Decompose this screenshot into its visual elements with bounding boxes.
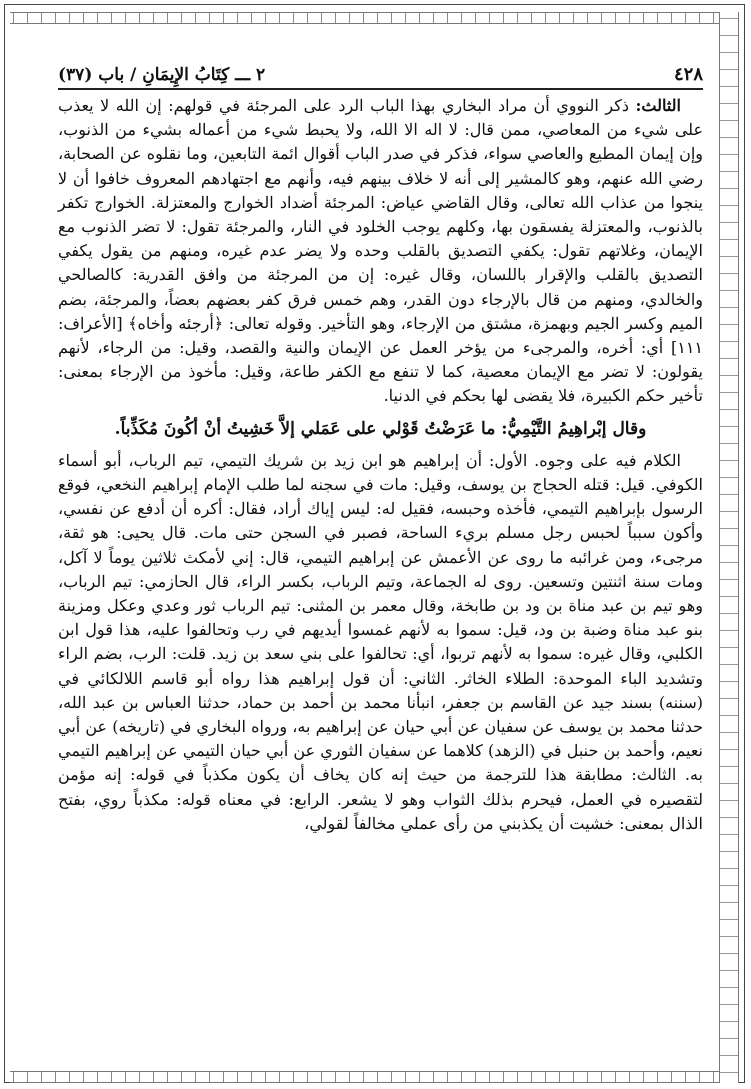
paragraph-commentary [58,449,703,836]
bottom-ornament-border [10,1071,721,1083]
running-title: ٢ ـــ كِتَابُ الإِيمَانِ / باب (٣٧) [58,65,266,85]
page-number: ٤٢٨ [673,64,703,85]
quoted-saying [58,417,703,441]
paragraph-third [58,94,703,409]
page-body [58,94,703,836]
paragraph-text: ذكر النووي أن مراد البخاري بهذا الباب الرد على المرجئة في قولهم: إن الله لا يعذب على شيء من المعاصي، ممن قال: لا اله الا الله، ولا يحبط شيء من أعماله بشيء من الذنوب، وإن إيمان المطيع والعاصي سواء، فذكر في صدر الباب أقوال ائمة التابعين، وما نقلوه عن الصحابة، رضي الله عنهم، وهو كالمشير إلى أنه لا خلاف بينهم فيه، وأنهم مع اجتهادهم المعروف خافوا أن لا ينجوا من عذاب الله تعالى، وقال القاضي عياض: المرجئة أضداد الخوارج والمعتزلة. الخوارج تكفر بالذنوب، والمعتزلة يفسقون بها، وكلهم يوجب الخلود في النار، والمرجئة تقول: لا تضر الذنوب مع الإيمان، وغلاتهم تقول: يكفي التصديق بالقلب وحده ولا يضر عدم غيره، ومنهم من يقول يكفي التصديق بالقلب والإقرار باللسان، وقال غيره: إن من المرجئة من وافق القدرية: كالصالحي والخالدي، ومنهم من قال بالإرجاء دون القدر، وهم خمس فرق كفر بعضهم بعضاً، والمرجئة، بضم الميم وكسر الجيم وبهمزة، مشتق من الإرجاء، وهو التأخير. وقوله تعالى: ﴿أرجئه وأخاه﴾ [الأعراف: ١١١] أي: أخره، والمرجىء من يؤخر العمل عن الإيمان والنية والقصد، وقيل: من الرجاء، لأنهم يقولون: لا تضر مع الإيمان معصية، كما لا تنفع مع الكفر طاعة، وقيل: مأخوذ من الإرجاء بمعنى: تأخير حكم الكبيرة، فلا يقضى لها بحكم في الدنيا. [58,96,704,406]
page-header [58,56,703,90]
paragraph-text: الكلام فيه على وجوه. الأول: أن إبراهيم هو ابن زيد بن شريك التيمي، تيم الرباب، أبو أسماء الكوفي. قيل: قتله الحجاج بن يوسف، وقيل: مات في سجنه لما طلب الإمام إبراهيم النخعي، فوقع الرسول بإبراهيم التيمي، فأخذه وحبسه، فقيل له: ليس إياك أراد، فقال: أكره أن أدفع عن نفسي، وأكون سبباً لحبس رجل مسلم بريء الساحة، فصبر في السجن حتى مات. قال يحيى: هو ثقة، مرجىء، ومن غرائبه ما روى عن الأعمش عن إبراهيم التيمي، قال: إني لأمكث ثلاثين يوماً لا آكل، ومات سنة اثنتين وتسعين. روى له الجماعة، وتيم الرباب، بكسر الراء، قال الحازمي: تيم الرباب، وهو تيم بن عبد مناة بن ود بن طابخة، وقال معمر بن المثنى: تيم الرباب ثور وعدي وعكل ومزينة بنو عبد مناة وضبة بن ود، قيل: سموا به لأنهم غمسوا أيديهم في رب وتحالفوا عليه، هذا قول ابن الكلبي، وقال غيره: سموا به لأنهم تربوا، أي: تحالفوا على بني سعد بن زيد. قلت: الرب، بضم الراء وتشديد الباء الموحدة: الطلاء الخاثر. الثاني: أن قول إبراهيم هذا رواه أبو قاسم اللالكائي في (سننه) بسند جيد عن القاسم بن جعفر، انبأنا محمد بن أحمد بن حماد، حدثنا العباس بن عبد الله، حدثنا محمد بن يوسف عن سفيان عن أبي حيان عن إبراهيم به، ورواه البخاري في (تاريخه) عن أبي نعيم، وأحمد بن حنبل في (الزهد) كلاهما عن سفيان الثوري عن أبي حيان التيمي عن إبراهيم التيمي به. الثالث: مطابقة هذا للترجمة من حيث إنه كان يخاف أن يكون مكذباً في قوله: إنه مؤمن لتقصيره في العمل، فيحرم بذلك الثواب وهو لا يشعر. الرابع: في معناه قوله: مكذباً روي، بفتح الذال بمعنى: خشيت أن يكذبني من رأى عملي مخالفاً لقولي، [58,450,704,833]
right-ornament-border [719,12,739,1083]
paragraph-lead: الثالث: [635,96,681,115]
top-ornament-border [10,12,721,24]
quoted-saying-text: وقال إبْراهِيمُ التَّيْمِيُّ: ما عَرَضْتُ قَوْلي على عَمَلي إلاَّ خَشِيتُ أنْ أكُونَ مُكَذِّباً. [114,418,647,439]
